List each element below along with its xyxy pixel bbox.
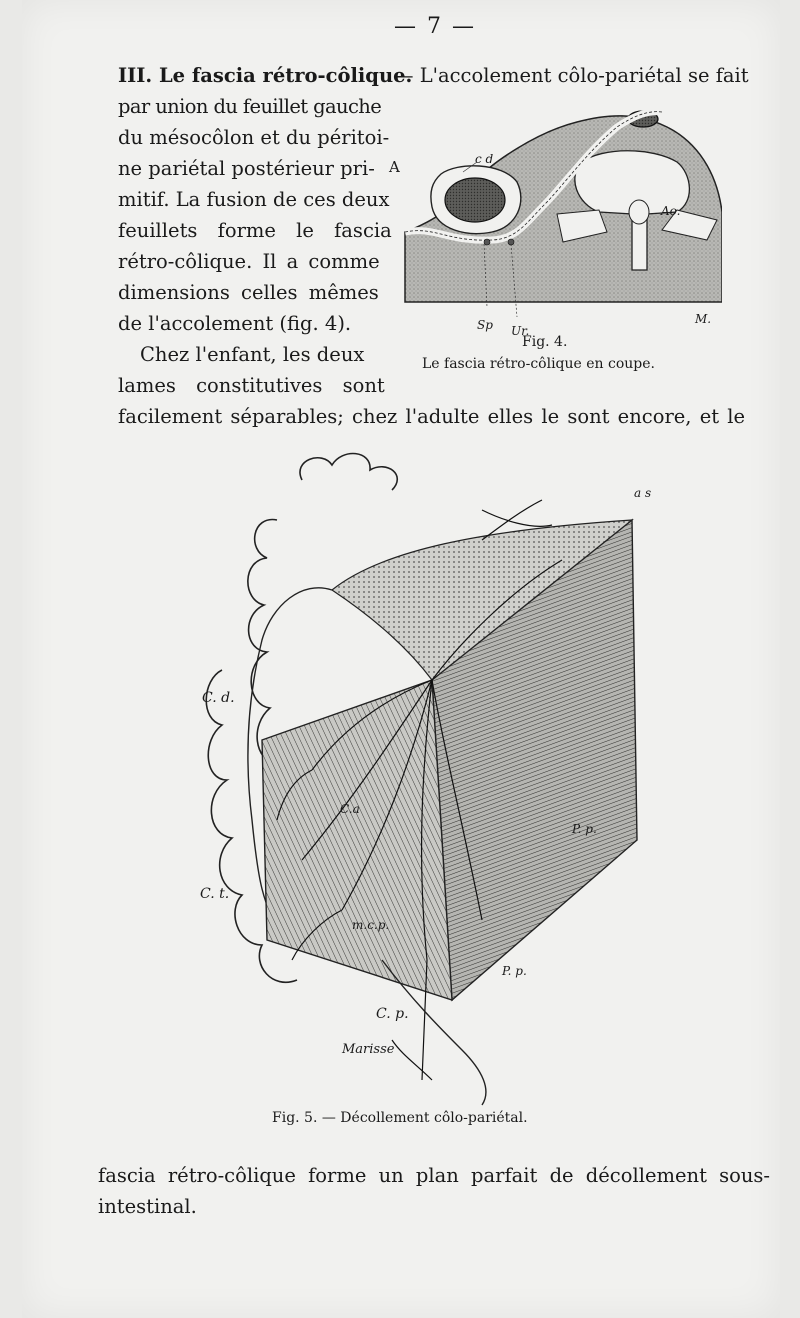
fig5-caption: Fig. 5. — Décollement côlo-pariétal. (272, 1110, 528, 1126)
fig4-label-ur: Ur. (511, 324, 530, 338)
section-heading: III. Le fascia rétro-côlique. (118, 64, 413, 87)
text-line: du mésocôlon et du péritoi- (118, 126, 390, 149)
figure-4-drawing (377, 92, 722, 347)
fig5-label-ct: C. t. (200, 886, 230, 902)
fig5-label-pp-right: P. p. (572, 822, 597, 836)
page (22, 0, 780, 1318)
text-line: facilement séparables; chez l'adulte elles le sont encore, et le (118, 405, 746, 428)
fig4-caption: Le fascia rétro-côlique en coupe. (422, 356, 655, 372)
text-line: ne pariétal postérieur pri- (118, 157, 375, 180)
text-line: Chez l'enfant, les deux (140, 343, 365, 366)
fig5-signature: Marisse (342, 1042, 395, 1057)
fig5-label-mcp: m.c.p. (352, 918, 390, 932)
fig4-number: Fig. 4. (522, 334, 568, 350)
text-line: dimensions celles mêmes (118, 281, 379, 304)
text-line: lames constitutives sont (118, 374, 385, 397)
page-number: — 7 — (394, 14, 476, 39)
text-line: — L'accolement côlo-pariétal se fait (394, 64, 749, 87)
fig4-label-cd: c d (475, 152, 494, 166)
text-line: feuillets forme le fascia (118, 219, 392, 242)
figure-5-drawing (182, 440, 742, 1110)
fig5-label-pp: P. p. (502, 964, 527, 978)
text-line: intestinal. (98, 1195, 197, 1218)
figure-5 (182, 440, 742, 1110)
figure-4 (377, 92, 722, 347)
fig5-label-ca: C.a (340, 802, 360, 816)
fig4-label-a: A (389, 158, 400, 176)
fig5-label-cp: C. p. (376, 1006, 409, 1022)
fig4-label-sp: Sp (477, 318, 493, 332)
text-line: rétro-côlique. Il a comme (118, 250, 380, 273)
text-line: de l'accolement (fig. 4). (118, 312, 352, 335)
text-line: fascia rétro-côlique forme un plan parfait de décollement sous- (98, 1164, 771, 1187)
fig4-signature: M. (695, 312, 712, 326)
fig4-label-ao: Ao. (661, 204, 681, 218)
fig5-label-cd: C. d. (202, 690, 235, 706)
text-line: par union du feuillet gauche (118, 95, 382, 118)
fig5-label-as: a s (634, 486, 652, 500)
text-line: mitif. La fusion de ces deux (118, 188, 390, 211)
